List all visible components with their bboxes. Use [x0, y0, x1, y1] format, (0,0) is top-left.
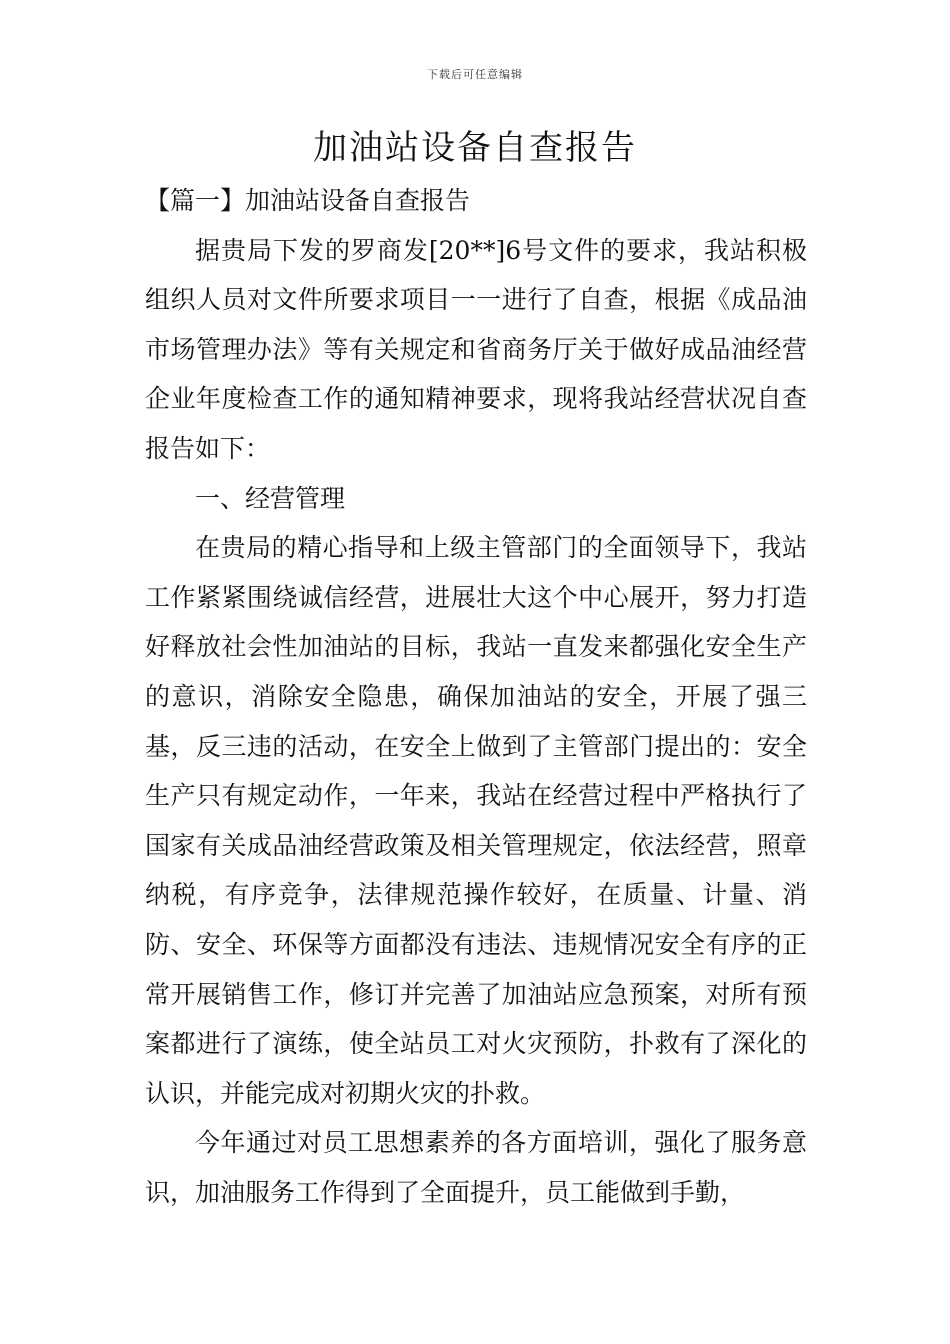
- document-title: 加油站设备自查报告: [313, 128, 637, 168]
- section-heading: 【篇一】加油站设备自查报告: [145, 186, 471, 215]
- paragraph-training: 今年通过对员工思想素养的各方面培训，强化了服务意识，加油服务工作得到了全面提升，员工能做到手勤，: [145, 1128, 807, 1207]
- paragraph-intro: 据贵局下发的罗商发[20**]6号文件的要求，我站积极组织人员对文件所要求项目一一进行了自查，根据《成品油市场管理办法》等有关规定和省商务厅关于做好成品油经营企业年度检查工作的通知精神要求，现将我站经营状况自查报告如下：: [145, 235, 807, 463]
- subheading-operations: 一、经营管理: [195, 483, 346, 513]
- document-body: [145, 176, 807, 1217]
- header-note: 下载后可任意编辑: [427, 68, 523, 81]
- paragraph-operations: 在贵局的精心指导和上级主管部门的全面领导下，我站工作紧紧围绕诚信经营，进展壮大这个中心展开，努力打造好释放社会性加油站的目标，我站一直发来都强化安全生产的意识，消除安全隐患，确保加油站的安全，开展了强三基，反三违的活动，在安全上做到了主管部门提出的：安全生产只有规定动作，一年来，我站在经营过程中严格执行了国家有关成品油经营政策及相关管理规定，依法经营，照章纳税，有序竞争，法律规范操作较好，在质量、计量、消防、安全、环保等方面都没有违法、违规情况安全有序的正常开展销售工作，修订并完善了加油站应急预案，对所有预案都进行了演练，使全站员工对火灾预防，扑救有了深化的认识，并能完成对初期火灾的扑救。: [145, 533, 807, 1108]
